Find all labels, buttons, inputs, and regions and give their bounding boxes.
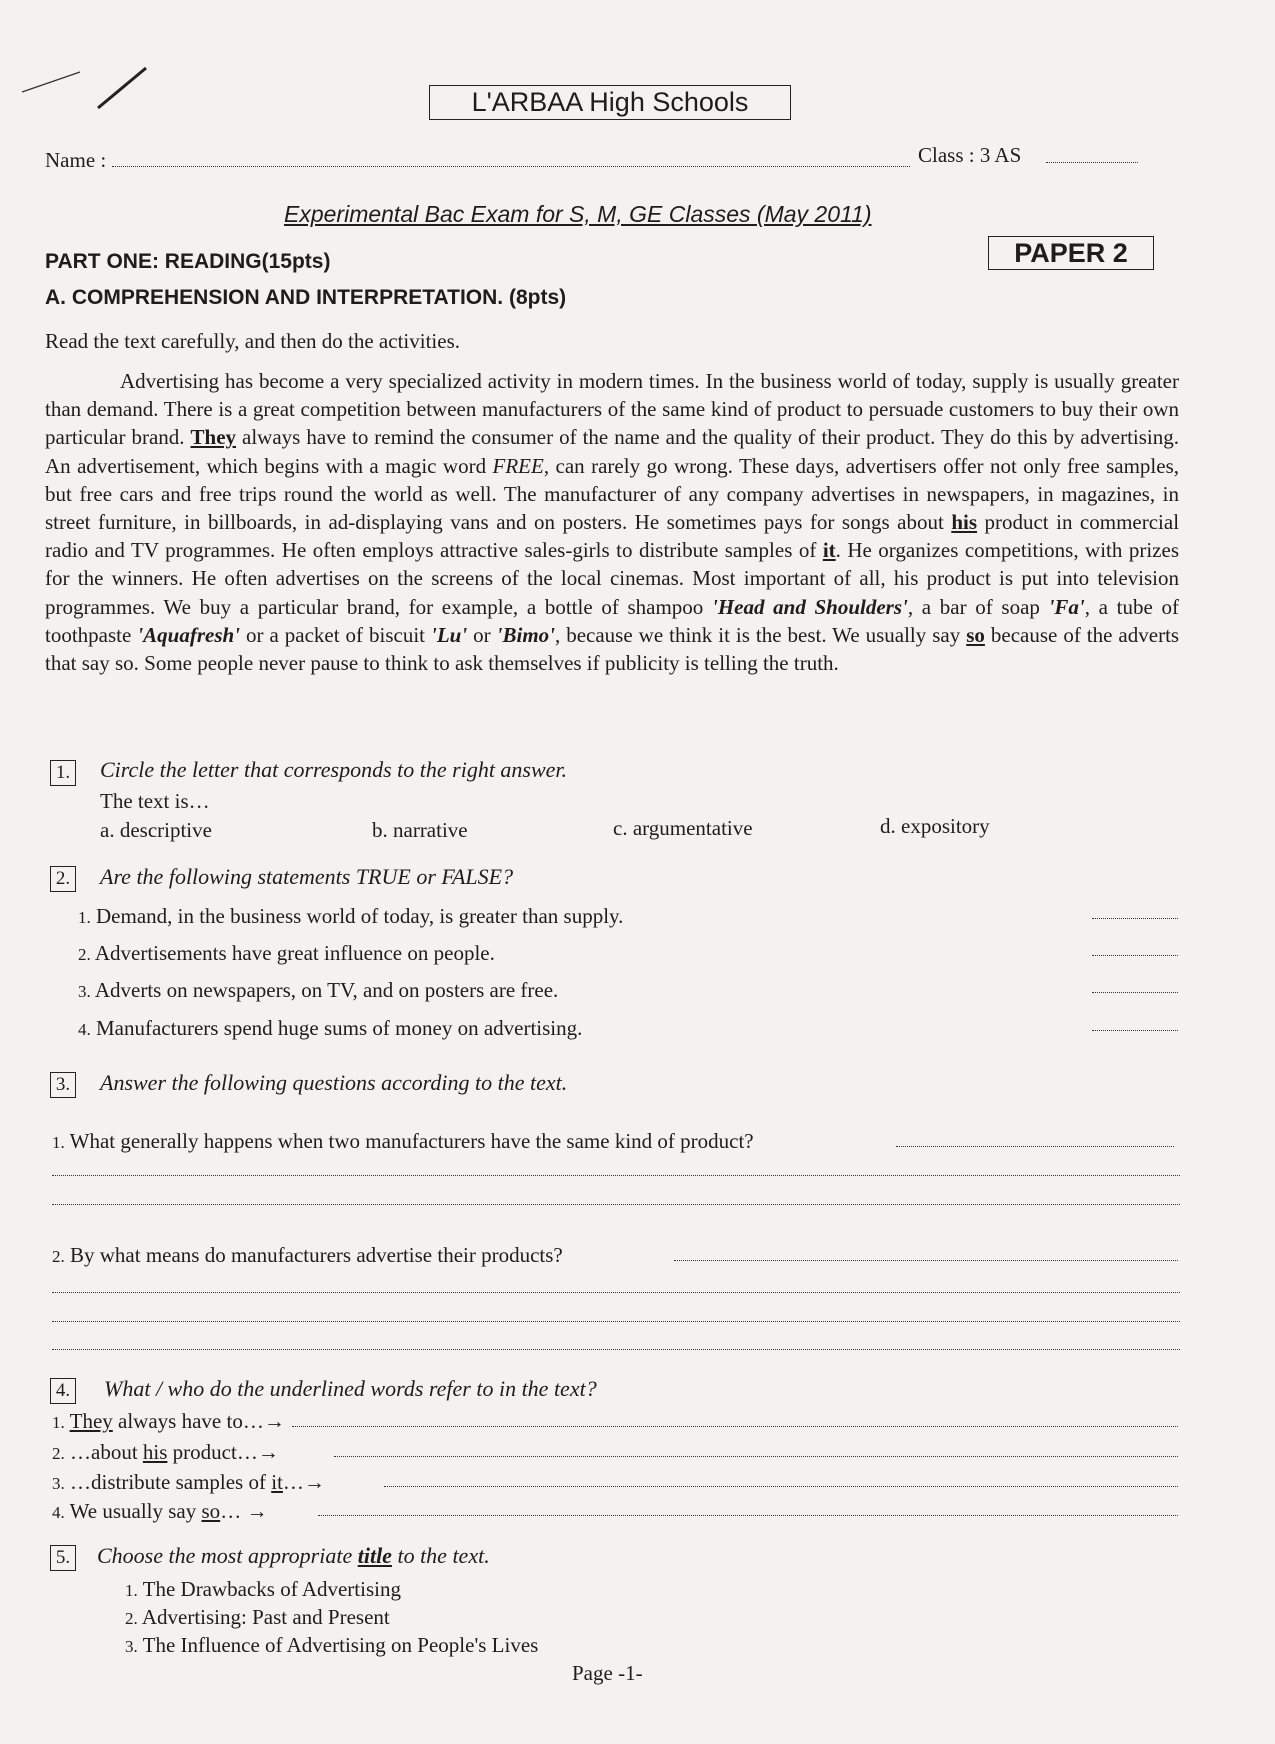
tf-statement-4: [78, 1016, 582, 1041]
q3-text: What generally happens when two manufacturers have the same kind of product?: [69, 1129, 754, 1153]
tf-answer-line-2[interactable]: [1092, 955, 1178, 956]
brand-bimo: 'Bimo': [496, 622, 555, 647]
class-answer-line[interactable]: [1046, 162, 1138, 163]
question-2-title: Are the following statements TRUE or FALSE?: [100, 864, 514, 889]
exam-title: Experimental Bac Exam for S, M, GE Classes (May 2011): [284, 201, 872, 227]
passage-text: , a bar of soap: [907, 594, 1040, 619]
q4-item-4: [52, 1499, 267, 1524]
tf-answer-line-1[interactable]: [1092, 918, 1178, 919]
q4-post: …→: [282, 1470, 325, 1494]
tf-statement-1: [78, 904, 623, 929]
passage-text: , a tube of toothpaste: [45, 594, 1179, 647]
underlined-it: it: [822, 538, 836, 563]
underlined-his: his: [951, 510, 977, 535]
q4-item-3: [52, 1470, 325, 1495]
q3-answer-line[interactable]: [52, 1292, 1180, 1293]
question-4-number-box: [50, 1378, 76, 1404]
q4-pre: …about: [70, 1440, 143, 1464]
paper-number-box: [988, 236, 1154, 270]
question-3-number-box: [50, 1072, 76, 1098]
tf-statement-2: [78, 941, 495, 966]
q5-title-word: title: [357, 1543, 392, 1568]
question-2-number: 2.: [55, 868, 71, 889]
q3-answer-line[interactable]: [52, 1349, 1180, 1350]
tf-number: 3.: [78, 982, 91, 1001]
passage-text: . He organizes competitions, with prizes for the winners. He often advertises on the screens of the local cinemas. Most important of all, his product is put into television programmes. We buy a particular brand, for example, a bottle of shampoo: [45, 538, 1179, 619]
name-answer-line[interactable]: [112, 166, 910, 167]
q3-answer-line[interactable]: [674, 1260, 1178, 1261]
part-one-heading: PART ONE: READING(15pts): [45, 250, 331, 273]
q4-word: his: [142, 1440, 168, 1464]
paper-number: PAPER 2: [1014, 238, 1128, 268]
q4-answer-line-3[interactable]: [384, 1486, 1178, 1487]
title-option-1[interactable]: [125, 1577, 401, 1602]
passage-text: Advertising has become a very specialized activity in modern times. In the business world of today, supply is usually greater than demand. There is a great competition between manufacturers of the same kind of product to persuade customers to buy their own particular brand.: [45, 369, 1179, 450]
q3-number: 1.: [52, 1133, 65, 1152]
question-5-title: [97, 1543, 490, 1569]
question-5-number: 5.: [55, 1547, 71, 1568]
option-number: 2.: [125, 1609, 138, 1628]
tf-number: 2.: [78, 945, 91, 964]
passage-text: , can rarely go wrong. These days, advertisers offer not only free samples, but free cars and free trips round the world as well. The manufacturer of any company advertises in newspapers, in magazines, in street furniture, in billboards, in ad-displaying vans and on posters. He sometimes pays for songs about: [45, 453, 1180, 535]
question-1-stem: The text is…: [100, 789, 210, 813]
q4-pre: …distribute samples of: [70, 1470, 272, 1494]
title-option-3[interactable]: [125, 1633, 538, 1658]
tf-answer-line-3[interactable]: [1092, 992, 1178, 993]
q5-title-post: to the text.: [391, 1543, 490, 1568]
question-5-number-box: [50, 1545, 76, 1571]
tf-answer-line-4[interactable]: [1092, 1030, 1178, 1031]
q4-post: product…→: [167, 1440, 279, 1464]
underlined-so: so: [966, 622, 985, 647]
tf-statement-3: [78, 978, 558, 1003]
q4-word: so: [201, 1499, 221, 1523]
q4-answer-line-2[interactable]: [334, 1456, 1178, 1457]
school-name-box: [429, 85, 791, 120]
q4-item-2: [52, 1440, 279, 1465]
question-3-number: 3.: [55, 1074, 71, 1095]
underlined-they: They: [190, 425, 237, 450]
option-text: The Influence of Advertising on People's Lives: [142, 1633, 539, 1657]
section-a-heading: A. COMPREHENSION AND INTERPRETATION. (8pts): [45, 286, 567, 309]
question-4-title: What / who do the underlined words refer to in the text?: [104, 1376, 597, 1401]
tf-text: Demand, in the business world of today, is greater than supply.: [96, 904, 624, 928]
q3-answer-line[interactable]: [52, 1321, 1180, 1322]
q3-question-2: [52, 1243, 563, 1268]
question-1-number: 1.: [55, 762, 71, 783]
option-number: 1.: [125, 1581, 138, 1600]
q4-number: 4.: [52, 1503, 65, 1522]
school-name: L'ARBAA High Schools: [471, 87, 749, 117]
page-number: Page -1-: [572, 1661, 643, 1685]
q4-answer-line-4[interactable]: [318, 1515, 1178, 1516]
q5-title-pre: Choose the most appropriate: [97, 1543, 358, 1568]
q4-number: 2.: [52, 1444, 65, 1463]
q4-word: They: [69, 1409, 113, 1433]
q3-answer-line[interactable]: [896, 1146, 1174, 1147]
passage-text: product in commercial radio and TV programmes. He often employs attractive sales-girls to distribute samples of: [45, 510, 1180, 563]
option-a[interactable]: a. descriptive: [100, 818, 212, 842]
q4-post: always have to…→: [112, 1409, 285, 1433]
q3-text: By what means do manufacturers advertise their products?: [70, 1243, 563, 1267]
brand-fa: 'Fa': [1048, 594, 1085, 619]
question-4-number: 4.: [55, 1380, 71, 1401]
brand-aquafresh: 'Aquafresh': [137, 622, 241, 647]
option-number: 3.: [125, 1637, 138, 1656]
question-2-number-box: [50, 866, 76, 892]
q4-pre: We usually say: [69, 1499, 202, 1523]
q4-post: … →: [220, 1499, 268, 1523]
passage-paragraph: [45, 367, 1179, 677]
title-option-2[interactable]: [125, 1605, 390, 1630]
question-1-number-box: [50, 760, 76, 786]
q3-answer-line[interactable]: [52, 1175, 1180, 1176]
instructions: Read the text carefully, and then do the activities.: [45, 329, 460, 353]
name-label: Name :: [45, 148, 107, 172]
passage-text: always have to remind the consumer of the name and the quality of their product. They do this by advertising. An advertisement, which begins with a magic word: [45, 425, 1179, 478]
option-d[interactable]: d. expository: [880, 814, 990, 838]
q3-answer-line[interactable]: [52, 1204, 1180, 1205]
word-free: FREE: [492, 453, 544, 478]
passage-text: or a packet of biscuit: [246, 622, 425, 647]
passage-text: or: [473, 622, 491, 647]
tf-text: Advertisements have great influence on people.: [94, 941, 495, 965]
option-text: The Drawbacks of Advertising: [142, 1577, 401, 1601]
brand-lu: 'Lu': [430, 622, 468, 647]
option-b[interactable]: b. narrative: [372, 818, 468, 842]
class-label: Class : 3 AS: [918, 143, 1022, 167]
tf-text: Manufacturers spend huge sums of money on advertising.: [96, 1016, 583, 1040]
brand-head-and-shoulders: 'Head and Shoulders': [711, 594, 908, 619]
tf-number: 1.: [78, 908, 91, 927]
tf-number: 4.: [78, 1020, 91, 1039]
reading-passage: [45, 367, 1179, 677]
q3-question-1: [52, 1129, 754, 1154]
q4-number: 1.: [52, 1413, 65, 1432]
option-text: Advertising: Past and Present: [141, 1605, 390, 1629]
question-1-title: Circle the letter that corresponds to the right answer.: [100, 757, 568, 782]
tf-text: Adverts on newspapers, on TV, and on posters are free.: [94, 978, 559, 1002]
passage-text: because of the adverts that say so. Some people never pause to think to ask themselves if publicity is telling the truth.: [45, 622, 1180, 676]
passage-text: , because we think it is the best. We usually say: [555, 622, 961, 647]
pen-scribble-mark: [18, 60, 148, 120]
q4-word: it: [271, 1470, 283, 1494]
q4-answer-line-1[interactable]: [292, 1426, 1178, 1427]
option-c[interactable]: c. argumentative: [613, 816, 753, 840]
q3-number: 2.: [52, 1247, 65, 1266]
question-3-title: Answer the following questions according to the text.: [100, 1070, 568, 1095]
q4-item-1: [52, 1409, 285, 1434]
q4-number: 3.: [52, 1474, 65, 1493]
